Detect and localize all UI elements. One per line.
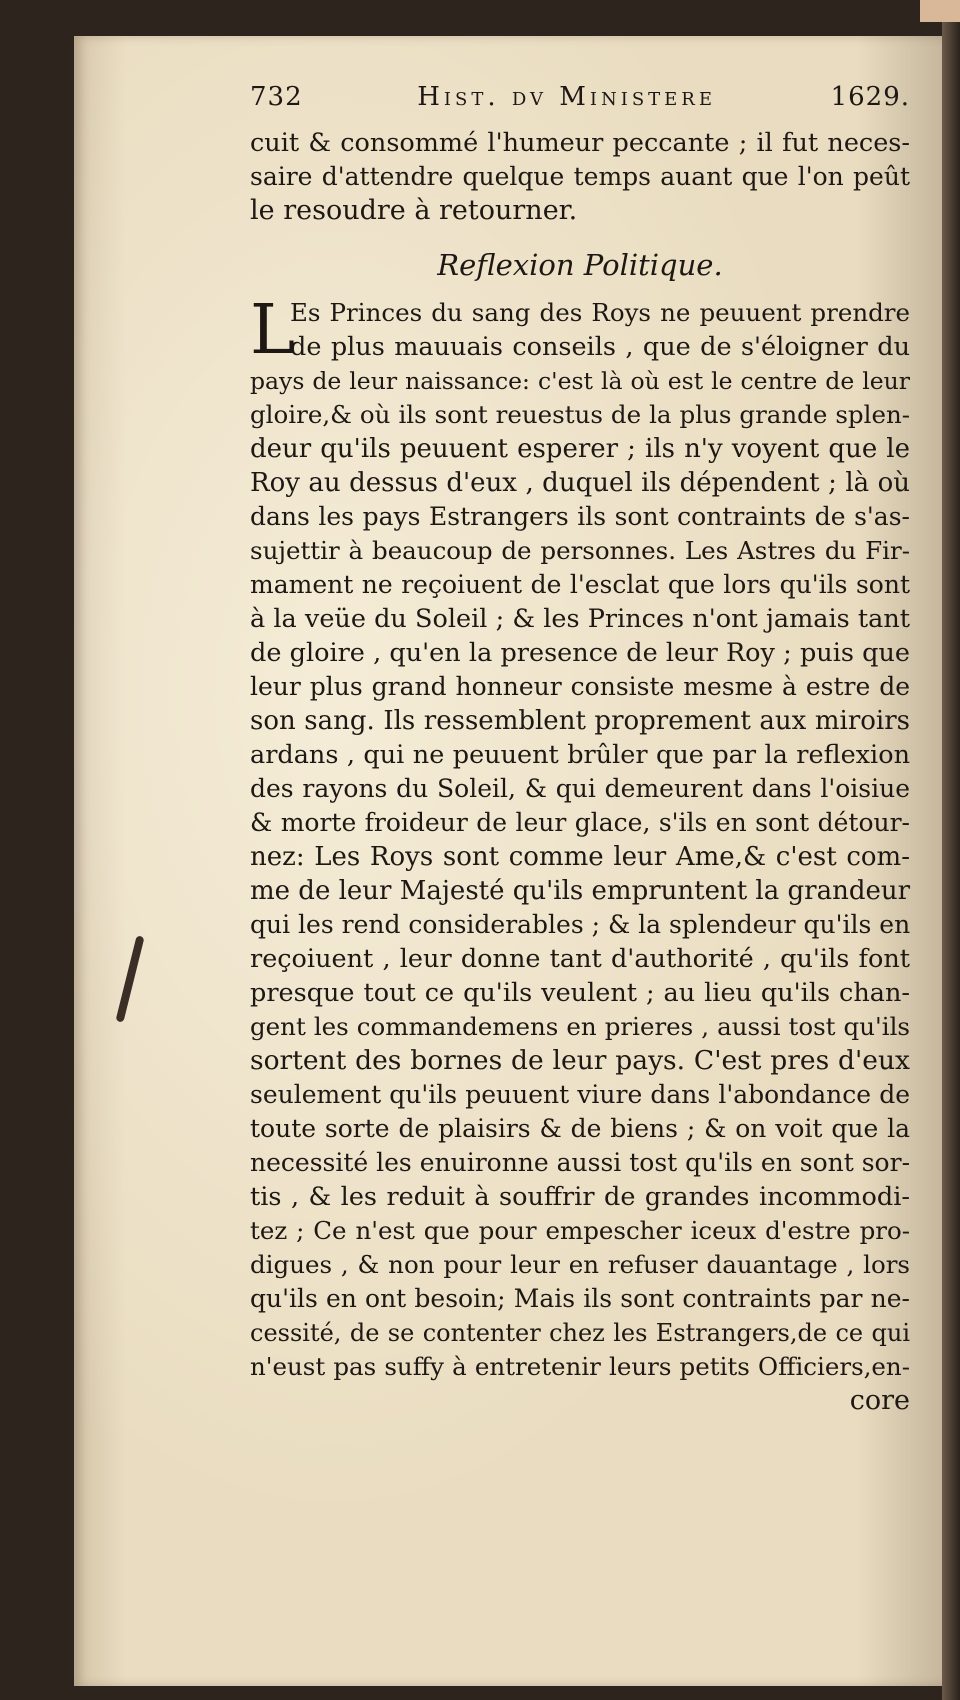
text-line: seulement qu'ils peuuent viure dans l'abondance de: [250, 1080, 910, 1109]
text-line: Roy au dessus d'eux , duquel ils dépendent ; là où: [250, 468, 910, 498]
text-line: qui les rend considerables ; & la splendeur qu'ils en: [250, 910, 911, 939]
text-line: n'eust pas suffy à entretenir leurs petits Officiers,en-: [250, 1352, 910, 1381]
text-line: tis , & les reduit à souffrir de grandes incommodi-: [250, 1182, 910, 1212]
text-line: digues , & non pour leur en refuser dauantage , lors: [250, 1250, 910, 1279]
text-line: de plus mauuais conseils , que de s'éloigner du: [290, 332, 910, 362]
book-spine-edge: [942, 0, 960, 1700]
text-line: me de leur Majesté qu'ils empruntent la grandeur: [250, 876, 911, 906]
text-line: son sang. Ils ressemblent proprement aux miroirs: [250, 706, 910, 736]
text-line: ardans , qui ne peuuent brûler que par la reflexion: [250, 740, 910, 770]
text-line: sortent des bornes de leur pays. C'est pres d'eux: [250, 1045, 910, 1076]
text-line: des rayons du Soleil, & qui demeurent dans l'oisiue: [250, 774, 910, 803]
page-number: 732: [250, 82, 303, 112]
running-title: Hist. dv Ministere: [417, 82, 716, 112]
text-line: nez: Les Roys sont comme leur Ame,& c'est com-: [250, 842, 910, 872]
catchword: core: [849, 1385, 910, 1416]
page-text: [250, 82, 910, 1418]
text-line: presque tout ce qu'ils veulent ; au lieu qu'ils chan-: [250, 978, 910, 1008]
text-line: dans les pays Estrangers ils sont contraints de s'as-: [250, 502, 910, 531]
text-line: mament ne reçoiuent de l'esclat que lors qu'ils sont: [250, 570, 910, 599]
text-line: gent les commandemens en prieres , aussi tost qu'ils: [250, 1012, 910, 1041]
drop-cap: L: [250, 291, 296, 370]
text-line: qu'ils en ont besoin; Mais ils sont contraints par ne-: [250, 1284, 910, 1313]
header-year: 1629.: [830, 82, 910, 112]
text-line: toute sorte de plaisirs & de biens ; & on voit que la: [250, 1114, 910, 1143]
section-heading: Reflexion Politique.: [437, 248, 723, 282]
text-line: sujettir à beaucoup de personnes. Les Astres du Fir-: [250, 536, 910, 565]
text-line: Es Princes du sang des Roys ne peuuent prendre: [290, 298, 910, 327]
text-line: deur qu'ils peuuent esperer ; ils n'y voyent que le: [250, 434, 910, 464]
text-line: reçoiuent , leur donne tant d'authorité , qu'ils font: [250, 944, 910, 974]
page-tab: [920, 0, 960, 22]
text-line: leur plus grand honneur consiste mesme à estre de: [250, 672, 910, 701]
text-line: necessité les enuironne aussi tost qu'ils en sont sor-: [250, 1148, 911, 1177]
text-line: cessité, de se contenter chez les Estrangers,de ce qui: [250, 1319, 910, 1347]
text-line: cuit & consommé l'humeur peccante ; il fut neces-: [250, 128, 910, 158]
text-line: gloire,& où ils sont reuestus de la plus grande splen-: [250, 400, 910, 429]
drop-cap-paragraph-start: [250, 291, 910, 370]
text-line: & morte froideur de leur glace, s'ils en sont détour-: [250, 808, 910, 837]
text-line: de gloire , qu'en la presence de leur Roy ; puis que: [250, 638, 910, 668]
text-line: saire d'attendre quelque temps auant que l'on peût: [250, 162, 910, 191]
text-line: pays de leur naissance: c'est là où est le centre de leur: [250, 367, 910, 395]
text-line: à la veüe du Soleil ; & les Princes n'ont jamais tant: [250, 604, 910, 634]
text-line: le resoudre à retourner.: [250, 195, 578, 226]
text-line: tez ; Ce n'est que pour empescher iceux d'estre pro-: [250, 1216, 910, 1245]
running-header: [250, 82, 910, 126]
